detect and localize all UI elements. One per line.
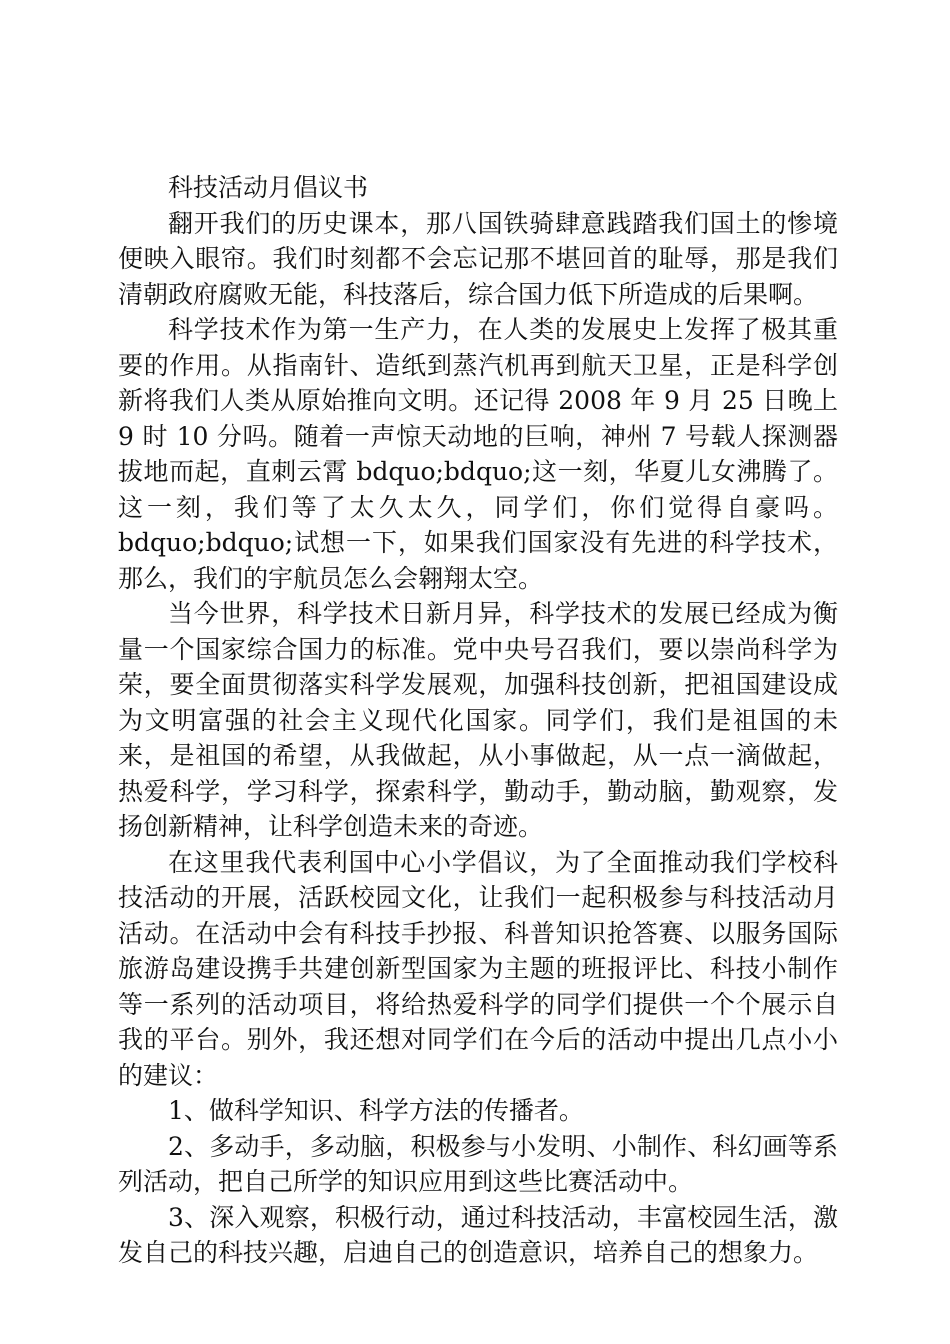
document-title: 科技活动月倡议书	[168, 173, 369, 202]
paragraph-proposal: 在这里我代表利国中心小学倡议，为了全面推动我们学校科技活动的开展，活跃校园文化，让我们一起积极参与科技活动月活动。在活动中会有科技手抄报、科普知识抢答赛、以服务国际旅游岛建设携手共建创新型国家为主题的班报评比、科技小制作等一系列的活动项目，将给热爱科学的同学们提供一个个展示自我的平台。别外，我还想对同学们在今后的活动中提出几点小小的建议：	[118, 847, 838, 1090]
document-body	[118, 170, 838, 1271]
paragraph-today-world: 当今世界，科学技术日新月异，科学技术的发展已经成为衡量一个国家综合国力的标准。党中央号召我们，要以崇尚科学为荣，要全面贯彻落实科学发展观，加强科技创新，把祖国建设成为文明富强的社会主义现代化国家。同学们，我们是祖国的未来，是祖国的希望，从我做起，从小事做起，从一点一滴做起，热爱科学，学习科学，探索科学，勤动手，勤动脑，勤观察，发扬创新精神，让科学创造未来的奇迹。	[118, 599, 838, 841]
paragraph-science-productivity: 科学技术作为第一生产力，在人类的发展史上发挥了极其重要的作用。从指南针、造纸到蒸汽机再到航天卫星，正是科学创新将我们人类从原始推向文明。还记得 2008 年 9 月 25 日晚上 9 时 10 分吗。随着一声惊天动地的巨响，神州 7 号载人探测器拔地而起，直刺云霄 bdquo;bdquo;这一刻，华夏儿女沸腾了。这一刻，我们等了太久太久，同学们，你们觉得自豪吗。bdquo;bdquo;试想一下，如果我们国家没有先进的科学技术，那么，我们的宇航员怎么会翱翔太空。	[118, 315, 838, 593]
suggestion-item-3: 3、深入观察，积极行动，通过科技活动，丰富校园生活，激发自己的科技兴趣，启迪自己的创造意识，培养自己的想象力。	[118, 1202, 838, 1267]
suggestion-item-2: 2、多动手，多动脑，积极参与小发明、小制作、科幻画等系列活动，把自己所学的知识应用到这些比赛活动中。	[118, 1131, 838, 1196]
suggestion-item-1: 1、做科学知识、科学方法的传播者。	[168, 1096, 584, 1125]
paragraph-history: 翻开我们的历史课本，那八国铁骑肆意践踏我们国土的惨境便映入眼帘。我们时刻都不会忘记那不堪回首的耻辱，那是我们清朝政府腐败无能，科技落后，综合国力低下所造成的后果啊。	[118, 208, 838, 309]
